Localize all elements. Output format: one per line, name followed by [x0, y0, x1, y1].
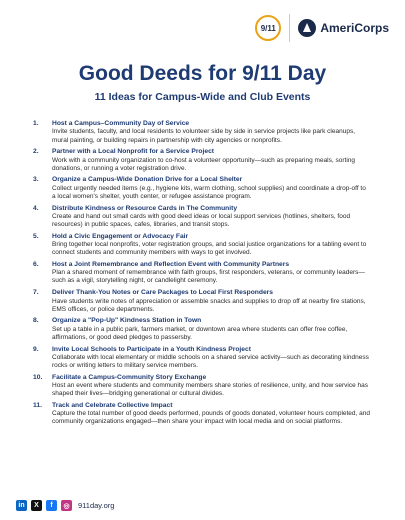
idea-item	[33, 120, 371, 145]
idea-title: Deliver Thank-You Notes or Care Packages to Local First Responders	[52, 289, 274, 297]
idea-title: Organize a "Pop-Up" Kindness Station in Town	[52, 317, 202, 325]
idea-description: Bring together local nonprofits, voter registration groups, and social justice organizations for a tabling event to connect students and community members with ways to get involved.	[52, 241, 367, 257]
header-logos	[255, 14, 389, 42]
americorps-logo	[298, 19, 389, 37]
instagram-icon[interactable]: ◎	[61, 500, 72, 511]
idea-number: 8.	[33, 317, 39, 325]
americorps-mark-icon	[298, 19, 316, 37]
idea-description: Work with a community organization to co-host a volunteer opportunity—such as preparing meals, sorting donations, or running a voter registration drive.	[52, 156, 355, 172]
idea-description: Collect urgently needed items (e.g., hygiene kits, warm clothing, school supplies) and coordinate a drop-off to a local women's shelter, youth center, or refugee assistance program.	[52, 184, 366, 200]
facebook-icon[interactable]: f	[46, 500, 57, 511]
idea-number: 11.	[33, 401, 42, 409]
idea-title: Host a Joint Remembrance and Reflection Event with Community Partners	[52, 260, 290, 268]
page-title: Good Deeds for 9/11 Day	[78, 62, 327, 85]
idea-description: Have students write notes of appreciation or assemble snacks and supplies to drop off at nearby fire stations, EMS offices, or police departments.	[52, 297, 366, 313]
idea-title: Distribute Kindness or Resource Cards in The Community	[52, 204, 238, 212]
linkedin-icon[interactable]: in	[16, 500, 27, 511]
idea-title: Facilitate a Campus-Community Story Exchange	[52, 373, 207, 381]
idea-number: 7.	[33, 289, 39, 297]
idea-item	[33, 148, 371, 173]
idea-item	[33, 261, 371, 286]
website-link[interactable]: 911day.org	[78, 501, 115, 510]
footer	[16, 500, 114, 511]
idea-title: Host a Campus–Community Day of Service	[52, 120, 190, 127]
page-subtitle: 11 Ideas for Campus-Wide and Club Events	[94, 91, 311, 103]
idea-description: Set up a table in a public park, farmers market, or downtown area where students can offer free coffee, affirmations, or good deed pledges to passersby.	[52, 325, 348, 341]
idea-description: Plan a shared moment of remembrance with faith groups, first responders, veterans, or community leaders—such as a vigil, storytelling night, or candlelight ceremony.	[52, 269, 365, 285]
idea-number: 6.	[33, 260, 39, 268]
911-logo-text: 9/11	[260, 23, 276, 33]
idea-item	[33, 402, 371, 427]
idea-description: Collaborate with local elementary or middle schools on a shared service activity—such as decorating kindness rocks or writing letters to military service members.	[52, 353, 369, 369]
idea-item	[33, 374, 371, 399]
idea-title: Organize a Campus-Wide Donation Drive for a Local Shelter	[52, 176, 243, 184]
idea-number: 3.	[33, 176, 39, 184]
idea-item	[33, 317, 371, 342]
idea-item	[33, 205, 371, 230]
idea-item	[33, 346, 371, 371]
idea-number: 4.	[33, 204, 39, 212]
idea-item	[33, 289, 371, 314]
idea-description: Invite students, faculty, and local residents to volunteer side by side in service projects like park cleanups, mural painting, or building repairs in partnership with city agencies or nonprofits.	[52, 128, 356, 144]
idea-description: Host an event where students and community members share stories of resilience, unity, and how service has shaped their lives—bridging generational or cultural divides.	[52, 382, 369, 398]
idea-title: Partner with a Local Nonprofit for a Service Project	[52, 148, 215, 156]
idea-description: Capture the total number of good deeds performed, pounds of goods donated, volunteer hours completed, and community organizations engaged—then share your impact with local media and on social platforms.	[52, 410, 370, 426]
idea-title: Hold a Civic Engagement or Advocacy Fair	[52, 232, 189, 240]
x-icon[interactable]: X	[31, 500, 42, 511]
americorps-logo-text: AmeriCorps	[320, 21, 389, 35]
idea-number: 5.	[33, 232, 39, 240]
idea-number: 2.	[33, 148, 39, 156]
idea-description: Create and hand out small cards with good deed ideas or local support services (hotlines, shelters, food resources) in public spaces, cafes, libraries, and transit stops.	[52, 212, 351, 229]
idea-item	[33, 176, 371, 201]
idea-title: Invite Local Schools to Participate in a Youth Kindness Project	[52, 345, 251, 353]
idea-number: 10.	[33, 373, 43, 381]
logo-divider	[289, 14, 290, 42]
911-day-logo	[255, 15, 281, 41]
idea-title: Track and Celebrate Collective Impact	[52, 401, 173, 409]
ideas-list	[33, 120, 371, 430]
idea-number: 9.	[33, 345, 39, 353]
idea-item	[33, 233, 371, 258]
idea-number: 1.	[33, 120, 39, 127]
